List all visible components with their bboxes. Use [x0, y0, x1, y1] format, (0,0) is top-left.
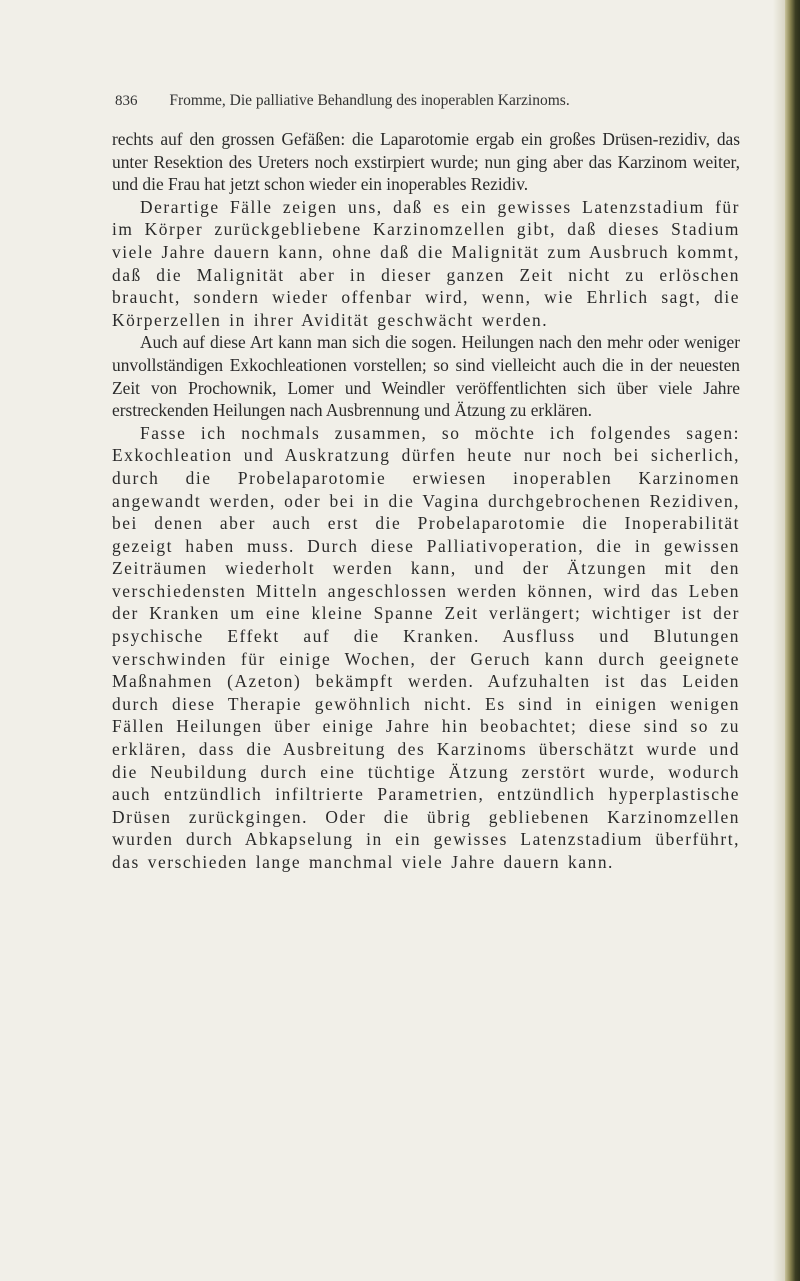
running-title: Fromme, Die palliative Behandlung des inoperablen Karzinoms. [169, 92, 570, 109]
page-edge-shadow [773, 0, 785, 1281]
page-number: 836 [115, 93, 138, 109]
book-edge [785, 0, 800, 1281]
paragraph-continuation: rechts auf den grossen Gefäßen: die Laparotomie ergab ein großes Drüsen-rezidiv, das unter Resektion des Ureters noch exstirpiert wurde; nun ging aber das Karzinom weiter, und die Frau hat jetzt schon wieder ein inoperables Rezidiv. [112, 129, 740, 195]
paragraph-summary: Fasse ich nochmals zusammen, so möchte ich folgendes sagen: Exkochleation und Auskratzung dürfen heute nur noch bei sicherlich, durch die Probelaparotomie erwiesen inoperablen Karzinomen angewandt werden, oder bei in die Vagina durchgebrochenen Rezidiven, bei denen aber auch erst die Probelaparotomie die Inoperabilität gezeigt haben muss. Durch diese Palliativoperation, die in gewissen Zeiträumen wiederholt werden kann, und der Ätzungen mit den verschiedensten Mitteln angeschlossen werden können, wird das Leben der Kranken um eine kleine Spanne Zeit verlängert; wichtiger ist der psychische Effekt auf die Kranken. Ausfluss und Blutungen verschwinden für einige Wochen, der Geruch kann durch geeignete Maßnahmen (Azeton) bekämpft werden. Aufzuhalten ist das Leiden durch diese Therapie gewöhnlich nicht. Es sind in einigen wenigen Fällen Heilungen über einige Jahre hin beobachtet; diese sind so zu erklären, dass die Ausbreitung des Karzinoms überschätzt wurde und die Neubildung durch eine tüchtige Ätzung zerstört wurde, wodurch auch entzündlich infiltrierte Parametrien, entzündlich hyperplastische Drüsen zurückgingen. Oder die übrig gebliebenen Karzinomzellen wurden durch Abkapselung in ein gewisses Latenzstadium überführt, das verschieden lange manchmal viele Jahre dauern kann. [112, 422, 740, 872]
paragraph-latency: Derartige Fälle zeigen uns, daß es ein gewisses Latenzstadium für im Körper zurückgebliebene Karzinomzellen gibt, daß dieses Stadium viele Jahre dauern kann, ohne daß die Malignität zum Ausbruch kommt, daß die Malignität aber in dieser ganzen Zeit nicht zu erlöschen braucht, sondern wieder offenbar wird, wenn, wie Ehrlich sagt, die Körperzellen in ihrer Avidität geschwächt werden. [112, 196, 740, 330]
running-header [115, 92, 735, 122]
paragraph-healings: Auch auf diese Art kann man sich die sogen. Heilungen nach den mehr oder weniger unvollständigen Exkochleationen vorstellen; so sind vielleicht auch die in der neuesten Zeit von Prochownik, Lomer und Weindler veröffentlichten sich über viele Jahre erstreckenden Heilungen nach Ausbrennung und Ätzung zu erklären. [112, 332, 740, 421]
body-text [112, 128, 740, 874]
